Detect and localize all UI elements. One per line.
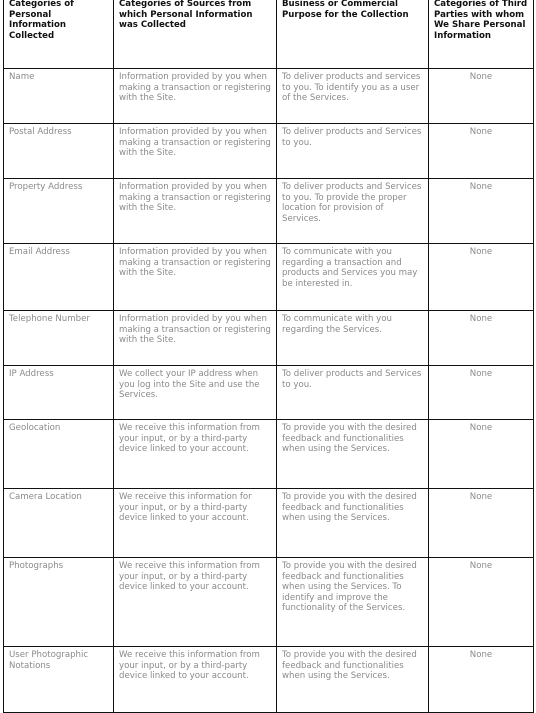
header-third-parties: Categories of Third Parties with whom We Share Personal Information: [429, 0, 534, 69]
table-row: [4, 420, 534, 489]
purpose-cell: To provide you with the desired feedback and functionalities when using the Services.: [277, 647, 429, 713]
third-parties-cell: None: [429, 244, 534, 311]
category-cell: Telephone Number: [4, 311, 114, 366]
purpose-cell: To provide you with the desired feedback and functionalities when using the Services. To identify and improve the functionality of the Services.: [277, 558, 429, 647]
category-cell: User Photographic Notations: [4, 647, 114, 713]
source-cell: Information provided by you when making a transaction or registering with the Site.: [114, 179, 277, 244]
purpose-cell: To communicate with you regarding the Services.: [277, 311, 429, 366]
category-cell: Property Address: [4, 179, 114, 244]
third-parties-cell: None: [429, 489, 534, 558]
category-cell: Email Address: [4, 244, 114, 311]
third-parties-cell: None: [429, 69, 534, 124]
purpose-cell: To deliver products and Services to you. To provide the proper location for provision of Services.: [277, 179, 429, 244]
table-row: [4, 647, 534, 713]
table-row: [4, 311, 534, 366]
category-cell: IP Address: [4, 366, 114, 420]
source-cell: We collect your IP address when you log into the Site and use the Services.: [114, 366, 277, 420]
purpose-cell: To provide you with the desired feedback and functionalities when using the Services.: [277, 489, 429, 558]
category-cell: Geolocation: [4, 420, 114, 489]
purpose-cell: To deliver products and Services to you.: [277, 124, 429, 179]
table-row: [4, 558, 534, 647]
personal-information-table: [3, 0, 534, 713]
source-cell: Information provided by you when making a transaction or registering with the Site.: [114, 69, 277, 124]
source-cell: We receive this information from your input, or by a third-party device linked to your account.: [114, 647, 277, 713]
source-cell: We receive this information from your input, or by a third-party device linked to your account.: [114, 558, 277, 647]
third-parties-cell: None: [429, 311, 534, 366]
third-parties-cell: None: [429, 124, 534, 179]
category-cell: Postal Address: [4, 124, 114, 179]
table-row: [4, 244, 534, 311]
source-cell: We receive this information from your input, or by a third-party device linked to your account.: [114, 420, 277, 489]
purpose-cell: To deliver products and Services to you.: [277, 366, 429, 420]
third-parties-cell: None: [429, 366, 534, 420]
table-row: [4, 489, 534, 558]
source-cell: Information provided by you when making a transaction or registering with the Site.: [114, 311, 277, 366]
table-row: [4, 366, 534, 420]
table-row: [4, 124, 534, 179]
source-cell: Information provided by you when making a transaction or registering with the Site.: [114, 244, 277, 311]
header-business-purpose: Business or Commercial Purpose for the Collection: [277, 0, 429, 69]
header-categories-collected: Categories of Personal Information Collected: [4, 0, 114, 69]
purpose-cell: To communicate with you regarding a transaction and products and Services you may be interested in.: [277, 244, 429, 311]
personal-information-table-container: [3, 0, 533, 713]
source-cell: Information provided by you when making a transaction or registering with the Site.: [114, 124, 277, 179]
purpose-cell: To deliver products and services to you. To identify you as a user of the Services.: [277, 69, 429, 124]
category-cell: Photographs: [4, 558, 114, 647]
table-row: [4, 69, 534, 124]
purpose-cell: To provide you with the desired feedback and functionalities when using the Services.: [277, 420, 429, 489]
table-row: [4, 179, 534, 244]
category-cell: Camera Location: [4, 489, 114, 558]
third-parties-cell: None: [429, 558, 534, 647]
table-header-row: [4, 0, 534, 69]
third-parties-cell: None: [429, 179, 534, 244]
source-cell: We receive this information for your input, or by a third-party device linked to your account.: [114, 489, 277, 558]
category-cell: Name: [4, 69, 114, 124]
third-parties-cell: None: [429, 647, 534, 713]
header-sources: Categories of Sources from which Personal Information was Collected: [114, 0, 277, 69]
third-parties-cell: None: [429, 420, 534, 489]
